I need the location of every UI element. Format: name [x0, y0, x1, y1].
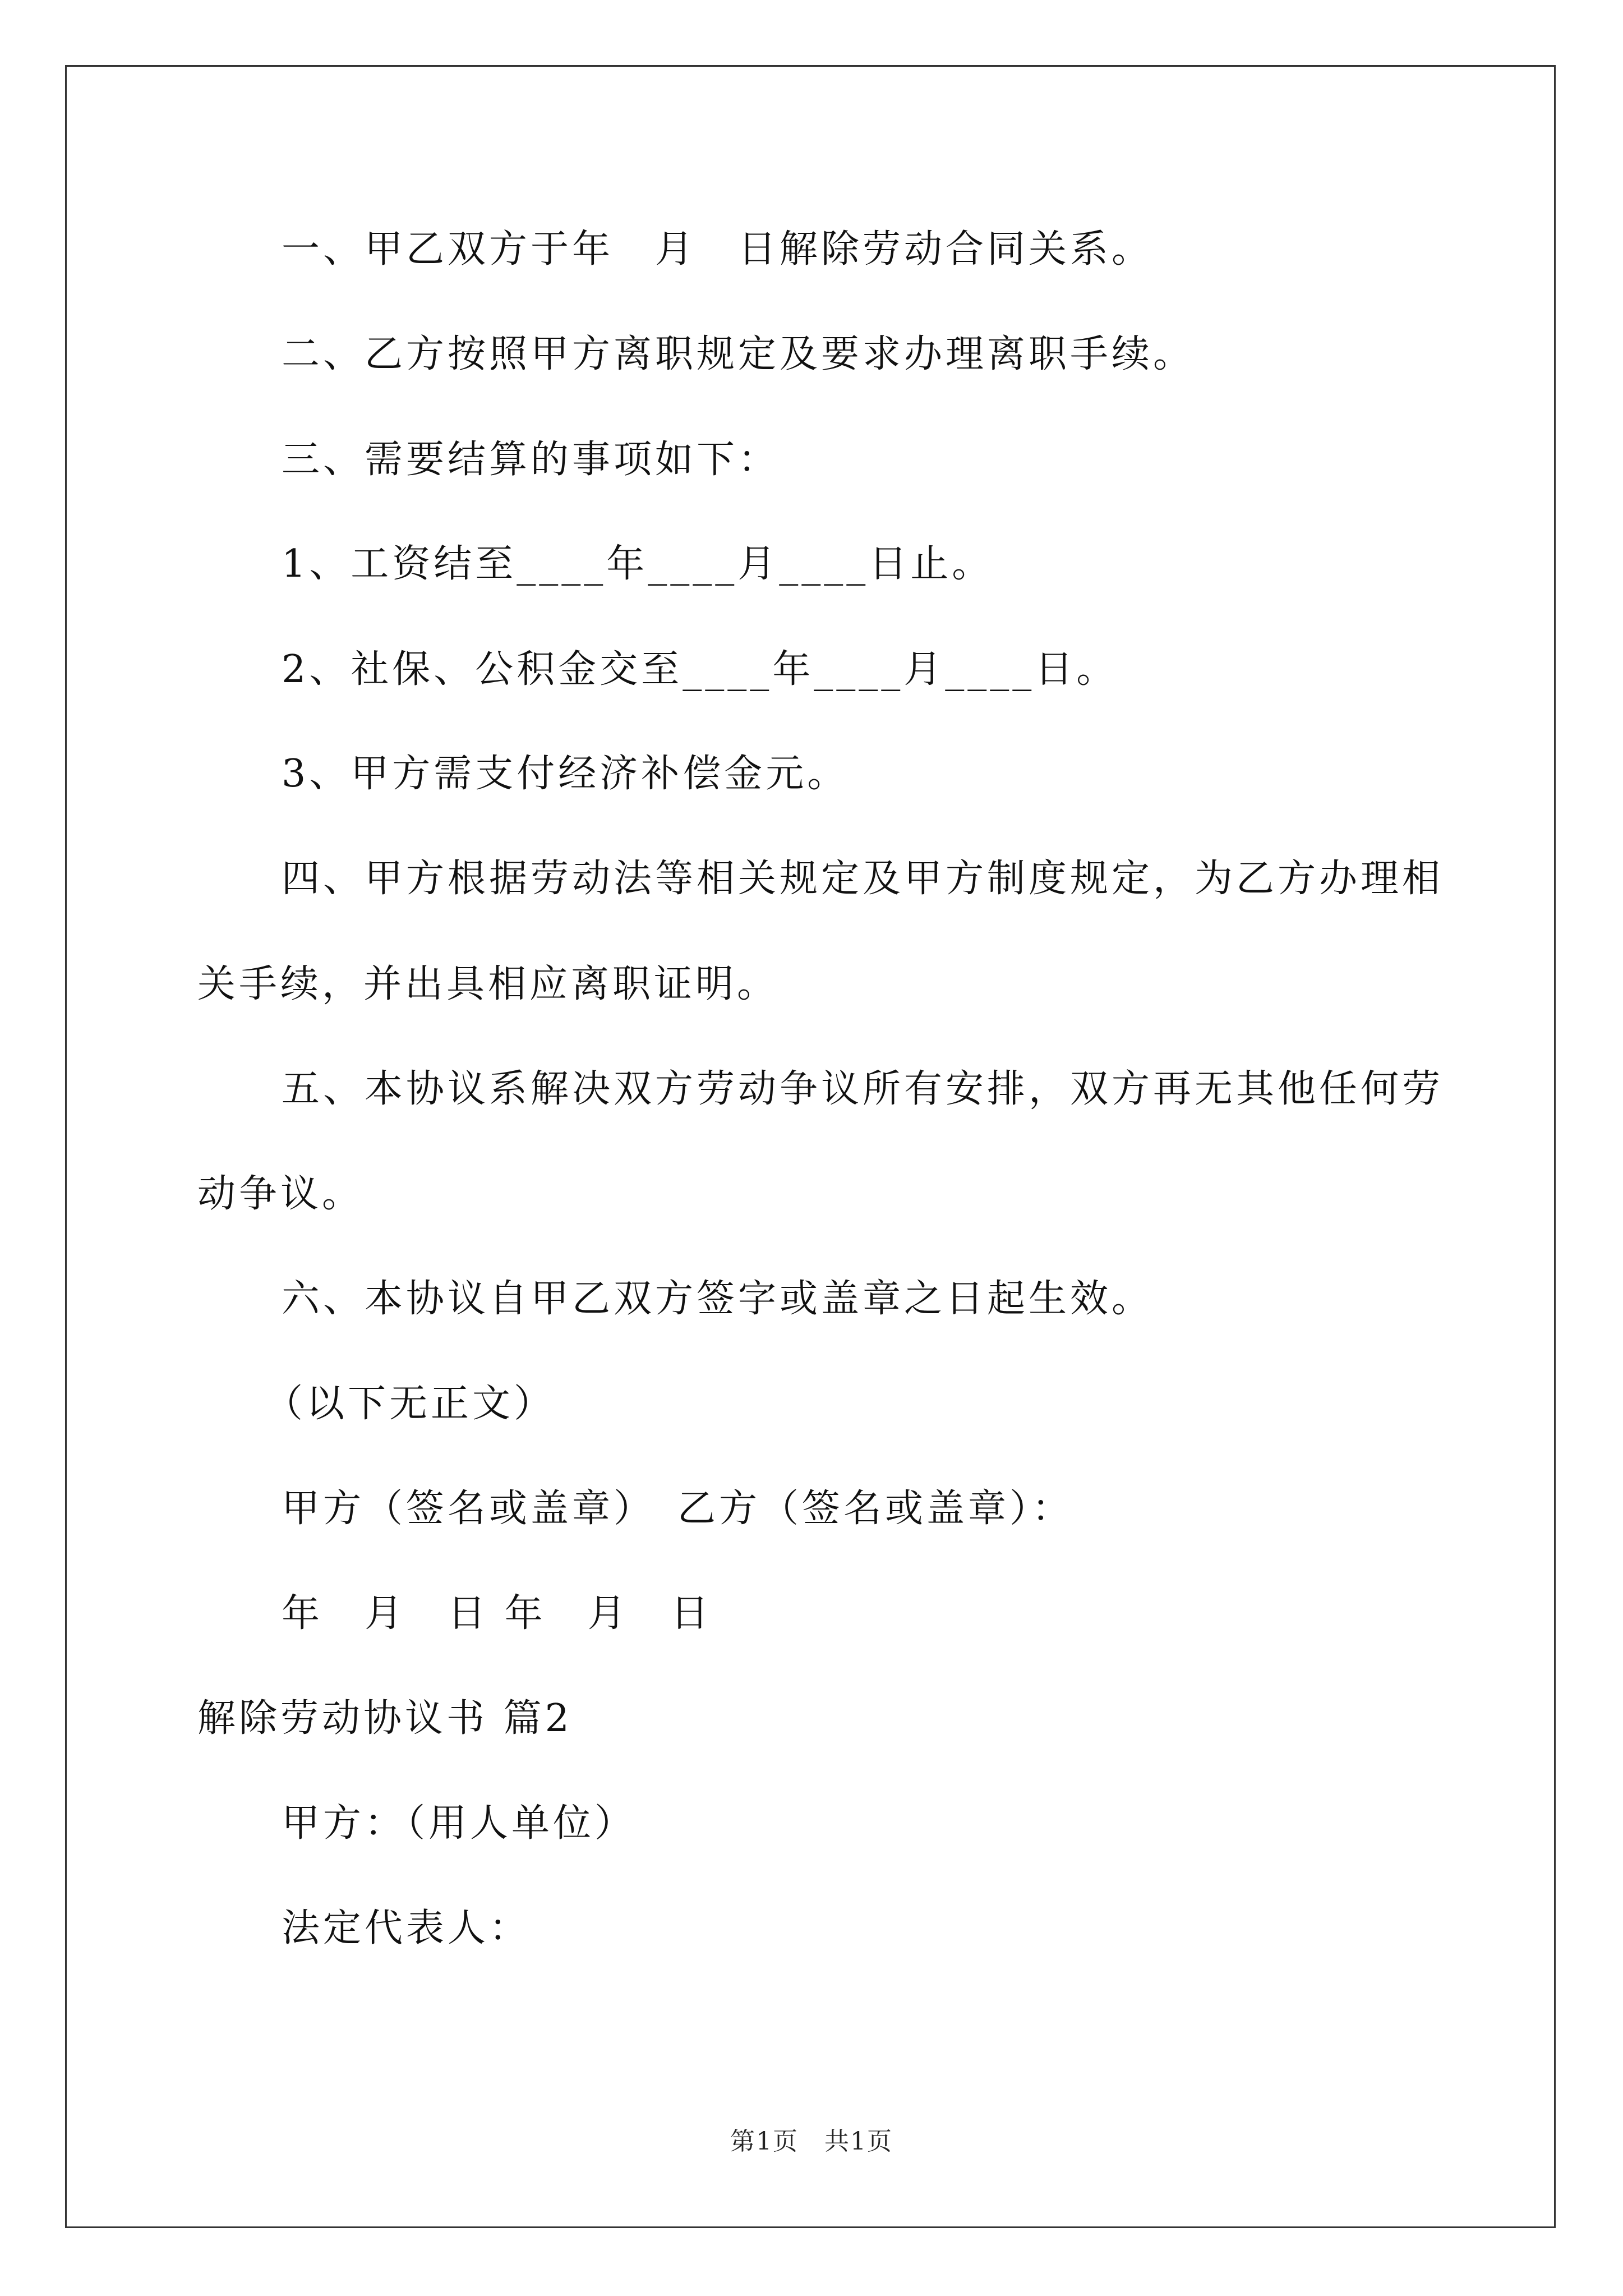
- clause-3-item-2: 2、社保、公积金交至____年____月____日。: [282, 647, 1118, 692]
- clause-5-line-1: 五、本协议系解决双方劳动争议所有安排，双方再无其他任何劳: [282, 1067, 1444, 1111]
- no-more-text-note: （以下无正文）: [265, 1382, 556, 1426]
- clause-6: 六、本协议自甲乙双方签字或盖章之日起生效。: [282, 1277, 1154, 1321]
- date-line: 年 月 日 年 月 日: [282, 1591, 712, 1636]
- legal-representative-line: 法定代表人：: [282, 1906, 531, 1950]
- signature-line: 甲方（签名或盖章） 乙方（签名或盖章）：: [282, 1487, 1074, 1531]
- section-heading: 解除劳动协议书 篇2: [197, 1696, 573, 1741]
- clause-5-line-2: 动争议。: [197, 1172, 364, 1216]
- party-a-line: 甲方：（用人单位）: [282, 1801, 637, 1846]
- page-footer: 第1页 共1页: [730, 2127, 893, 2156]
- page-border: [65, 65, 1556, 2228]
- clause-4-line-2: 关手续，并出具相应离职证明。: [197, 962, 779, 1006]
- clause-3: 三、需要结算的事项如下：: [282, 438, 780, 482]
- clause-3-item-1: 1、工资结至____年____月____日止。: [282, 542, 994, 586]
- clause-3-item-3: 3、甲方需支付经济补偿金元。: [282, 752, 849, 796]
- clause-4-line-1: 四、甲方根据劳动法等相关规定及甲方制度规定，为乙方办理相: [282, 857, 1444, 901]
- clause-2: 二、乙方按照甲方离职规定及要求办理离职手续。: [282, 332, 1195, 376]
- clause-1: 一、甲乙双方于年 月 日解除劳动合同关系。: [282, 227, 1154, 272]
